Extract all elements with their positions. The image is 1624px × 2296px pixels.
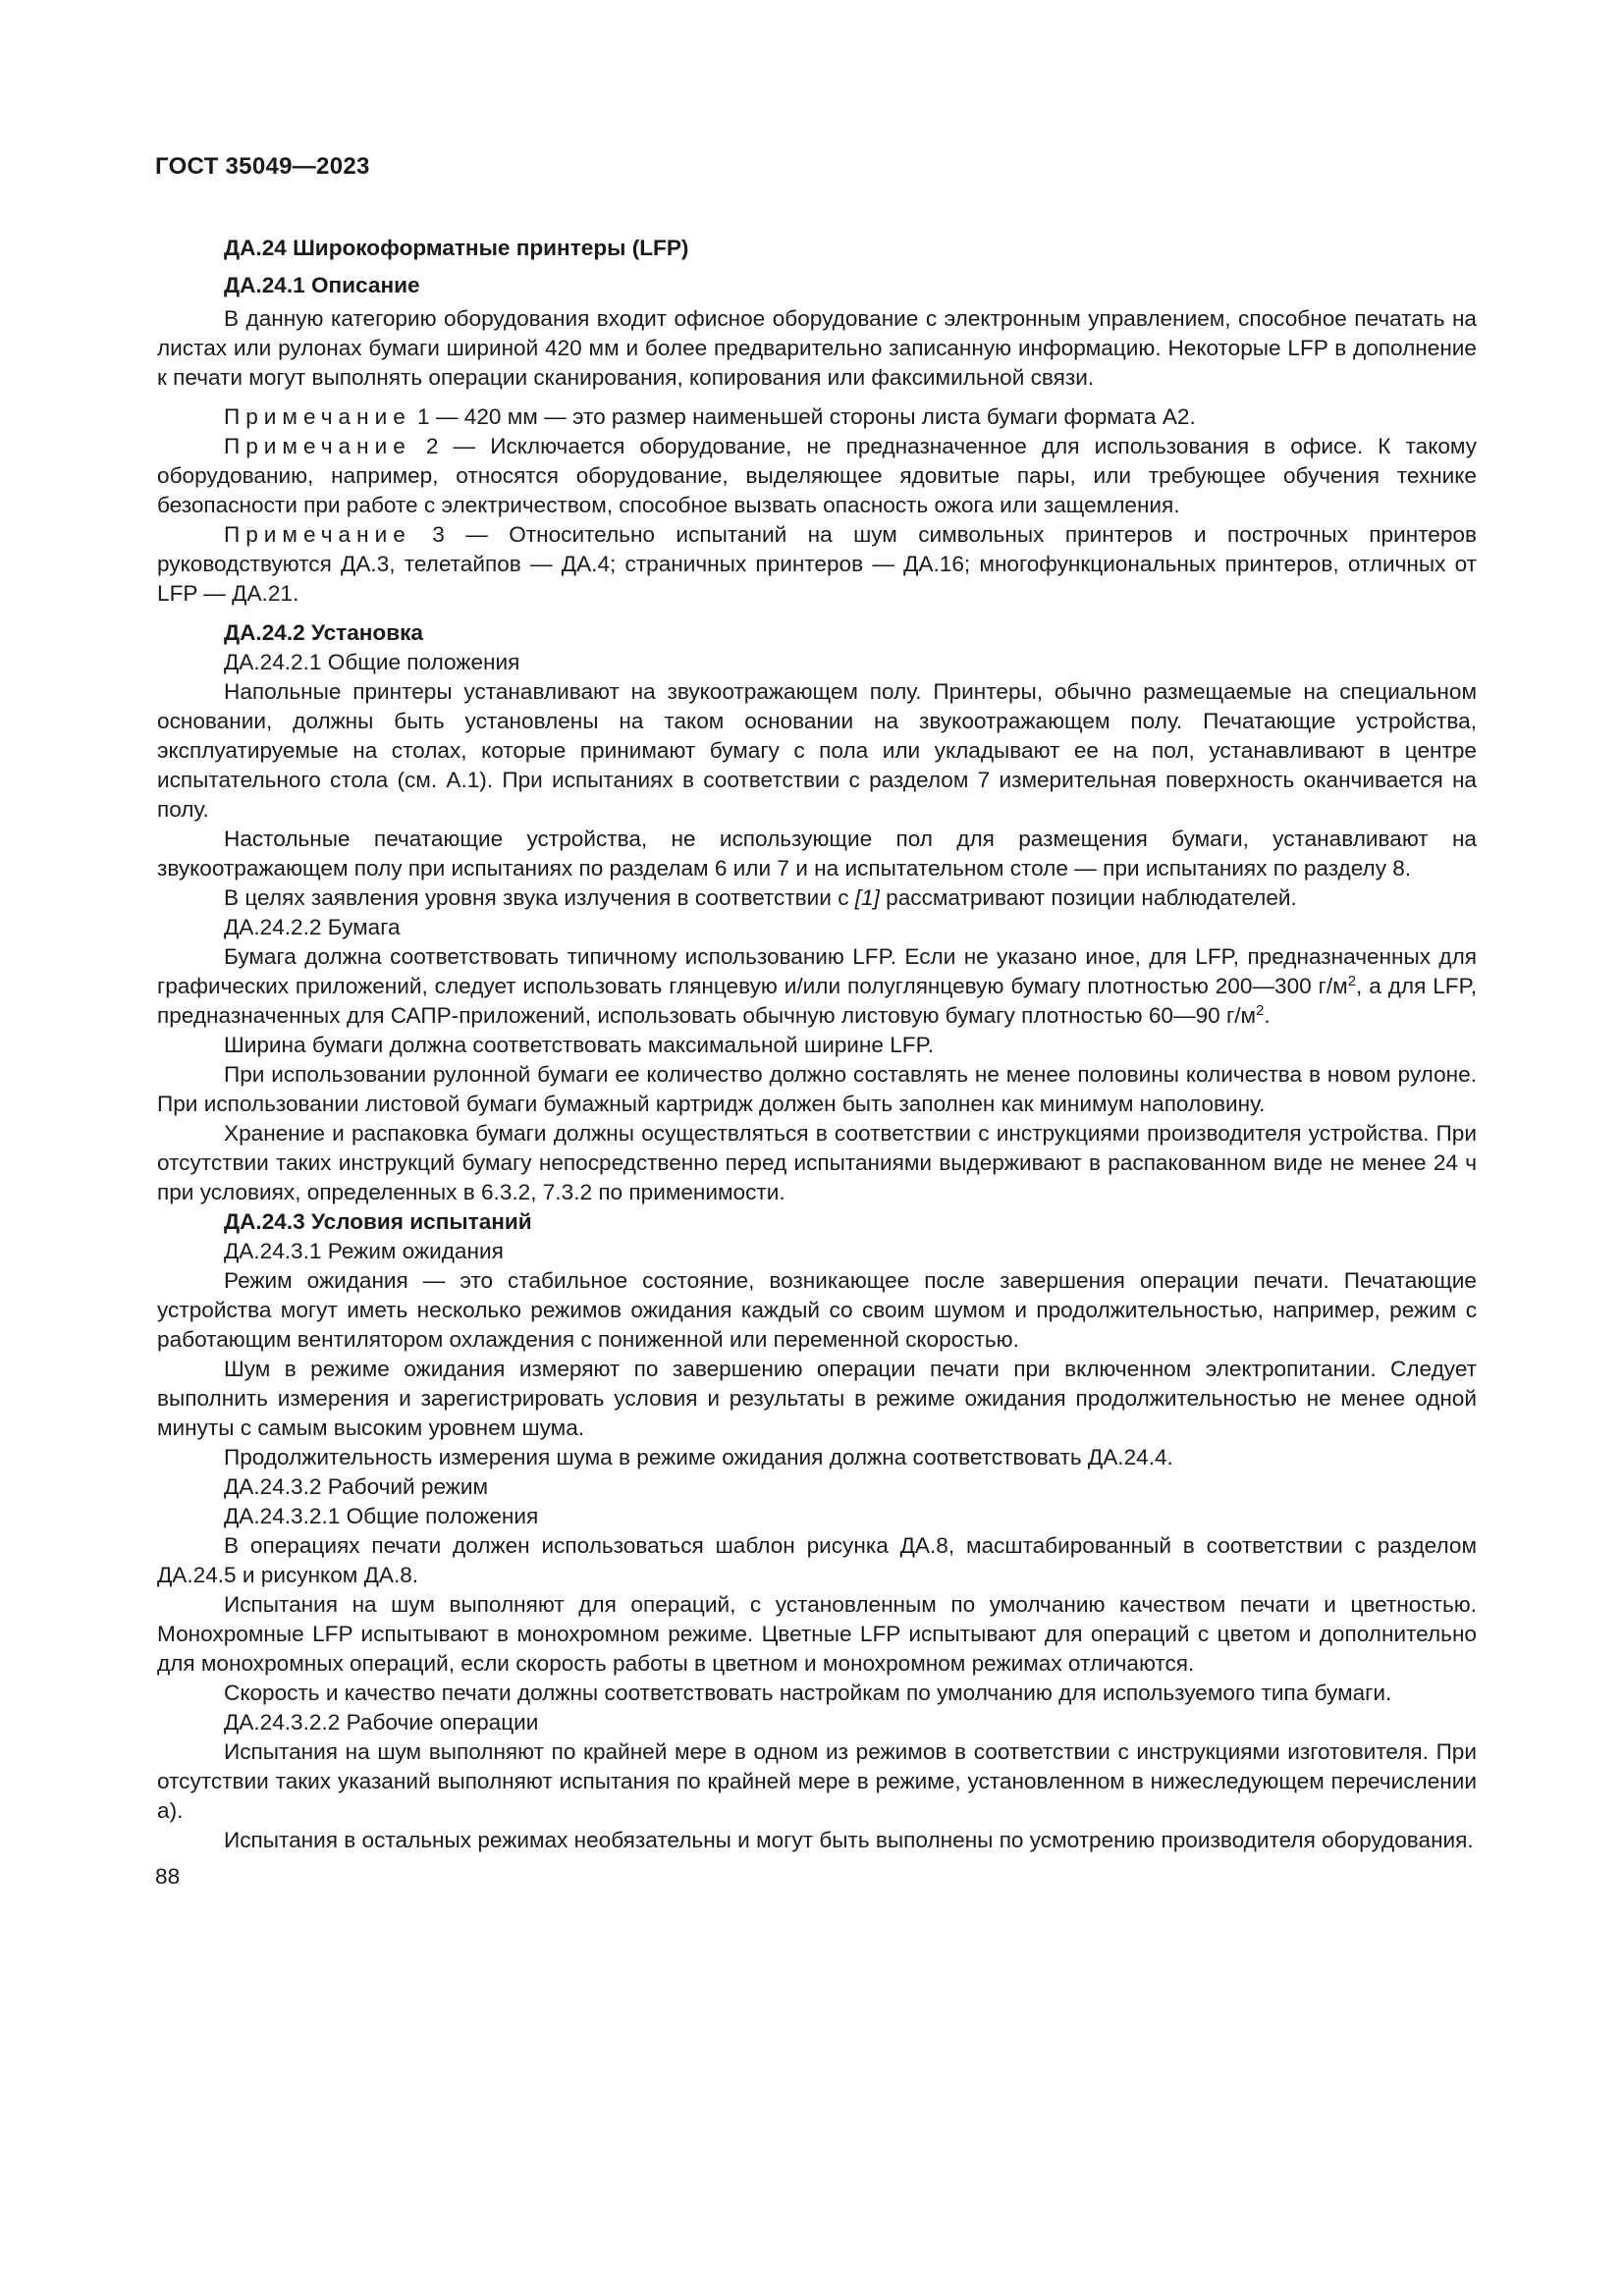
paragraph: Режим ожидания — это стабильное состояние, возникающее после завершения операции печати. Печатающие устройства могут иметь несколько режимов ожидания каждый со своим шумом и продолжительностью, например, режим с работающим вентилятором охлаждения с пониженной или переменной скоростью. bbox=[157, 1268, 1477, 1352]
paragraph: В операциях печати должен использоваться шаблон рисунка ДА.8, масштабированный в соответствии с разделом ДА.24.5 и рисунком ДА.8. bbox=[157, 1533, 1477, 1587]
text-run: Бумага должна соответствовать типичному использованию LFP. Если не указано иное, для LFP, предназначенных для графических приложений, следует использовать глянцевую и/или полуглянцевую бумагу плотностью 200—300 г/м bbox=[157, 944, 1477, 998]
paragraph: Испытания в остальных режимах необязательны и могут быть выполнены по усмотрению производителя оборудования. bbox=[224, 1828, 1474, 1852]
paragraph: Настольные печатающие устройства, не использующие пол для размещения бумаги, устанавливают на звукоотражающем полу при испытаниях по разделам 6 или 7 и на испытательном столе — при испытаниях по разделу 8. bbox=[157, 827, 1477, 881]
subsection-title-da24-2-1: ДА.24.2.1 Общие положения bbox=[224, 650, 520, 674]
superscript: 2 bbox=[1347, 973, 1357, 989]
note-1 bbox=[157, 402, 1477, 432]
paragraph: Хранение и распаковка бумаги должны осуществляться в соответствии с инструкциями производителя устройства. При отсутствии таких инструкций бумагу непосредственно перед испытаниями выдерживают в распакованном виде не менее 24 ч при условиях, определенных в 6.3.2, 7.3.2 по применимости. bbox=[157, 1121, 1477, 1204]
note-3 bbox=[157, 520, 1477, 609]
paragraph: Скорость и качество печати должны соответствовать настройкам по умолчанию для используемого типа бумаги. bbox=[224, 1681, 1392, 1705]
section-title-da24-1: ДА.24.1 Описание bbox=[224, 273, 420, 297]
paragraph: Шум в режиме ожидания измеряют по завершению операции печати при включенном электропитании. Следует выполнить измерения и зарегистрировать условия и результаты в режиме ожидания продолжительностью не менее одной минуты с самым высоким уровнем шума. bbox=[157, 1357, 1477, 1440]
page-number: 88 bbox=[155, 1864, 181, 1889]
paragraph: Испытания на шум выполняют для операций, с установленным по умолчанию качеством печати и цветностью. Монохромные LFP испытывают в монохромном режиме. Цветные LFP испытывают для операций с цветом и дополнительно для монохромных операций, если скорость работы в цветном и монохромном режимах отличаются. bbox=[157, 1592, 1477, 1676]
paragraph: При использовании рулонной бумаги ее количество должно составлять не менее половины количества в новом рулоне. При использовании листовой бумаги бумажный картридж должен быть заполнен как минимум наполовину. bbox=[157, 1062, 1477, 1116]
paragraph: Напольные принтеры устанавливают на звукоотражающем полу. Принтеры, обычно размещаемые на специальном основании, должны быть установлены на таком основании на звукоотражающем полу. Печатающие устройства, эксплуатируемые на столах, которые принимают бумагу с пола или укладывают ее на пол, устанавливают в центре испытательного стола (см. A.1). При испытаниях в соответствии с разделом 7 измерительная поверхность оканчивается на полу. bbox=[157, 679, 1477, 822]
section-title-da24-3: ДА.24.3 Условия испытаний bbox=[224, 1209, 532, 1234]
note-text: 1 — 420 мм — это размер наименьшей стороны листа бумаги формата A2. bbox=[410, 404, 1196, 429]
section-title-da24: ДА.24 Широкоформатные принтеры (LFP) bbox=[224, 236, 689, 260]
document-code-header: ГОСТ 35049—2023 bbox=[155, 153, 370, 180]
paragraph: Ширина бумаги должна соответствовать максимальной ширине LFP. bbox=[224, 1033, 934, 1057]
document-body bbox=[157, 234, 1477, 1855]
paragraph: В данную категорию оборудования входит офисное оборудование с электронным управлением, способное печатать на листах или рулонах бумаги шириной 420 мм и более предварительно записанную информацию. Некоторые LFP в дополнение к печати могут выполнять операции сканирования, копирования или факсимильной связи. bbox=[157, 306, 1477, 390]
paragraph: Испытания на шум выполняют по крайней мере в одном из режимов в соответствии с инструкциями изготовителя. При отсутствии таких указаний выполняют испытания по крайней мере в режиме, установленном в нижеследующем перечислении а). bbox=[157, 1739, 1477, 1823]
note-label: Примечание bbox=[224, 522, 411, 547]
text-run: В целях заявления уровня звука излучения в соответствии с bbox=[224, 885, 855, 910]
bibliography-reference: [1] bbox=[854, 885, 880, 910]
paragraph-with-reference bbox=[157, 883, 1477, 913]
note-label: Примечание bbox=[224, 404, 411, 429]
paragraph-paper-density bbox=[157, 942, 1477, 1031]
text-run: . bbox=[1264, 1003, 1271, 1028]
superscript: 2 bbox=[1256, 1002, 1265, 1019]
section-title-da24-2: ДА.24.2 Установка bbox=[224, 620, 423, 645]
note-2 bbox=[157, 432, 1477, 520]
note-text: 2 — Исключается оборудование, не предназначенное для использования в офисе. К такому оборудованию, например, относятся оборудование, выделяющее ядовитые пары, или требующее обучения технике безопасности при работе с электричеством, способное вызвать опасность ожога или защемления. bbox=[157, 434, 1477, 517]
subsection-title-da24-3-2-1: ДА.24.3.2.1 Общие положения bbox=[224, 1504, 539, 1528]
note-text: 3 — Относительно испытаний на шум символьных принтеров и построчных принтеров руководствуются ДА.3, телетайпов — ДА.4; страничных принтеров — ДА.16; многофункциональных принтеров, отличных от LFP — ДА.21. bbox=[157, 522, 1477, 606]
note-label: Примечание bbox=[224, 434, 411, 458]
subsection-title-da24-3-2-2: ДА.24.3.2.2 Рабочие операции bbox=[224, 1710, 539, 1735]
text-run: , а для LFP, предназначенных для САПР-приложений, использовать обычную листовую бумагу плотностью 60—90 г/м bbox=[157, 974, 1478, 1028]
subsection-title-da24-3-2: ДА.24.3.2 Рабочий режим bbox=[224, 1474, 489, 1499]
subsection-title-da24-3-1: ДА.24.3.1 Режим ожидания bbox=[224, 1239, 504, 1263]
subsection-title-da24-2-2: ДА.24.2.2 Бумага bbox=[224, 915, 401, 939]
paragraph: Продолжительность измерения шума в режиме ожидания должна соответствовать ДА.24.4. bbox=[224, 1445, 1173, 1469]
text-run: рассматривают позиции наблюдателей. bbox=[879, 885, 1297, 910]
